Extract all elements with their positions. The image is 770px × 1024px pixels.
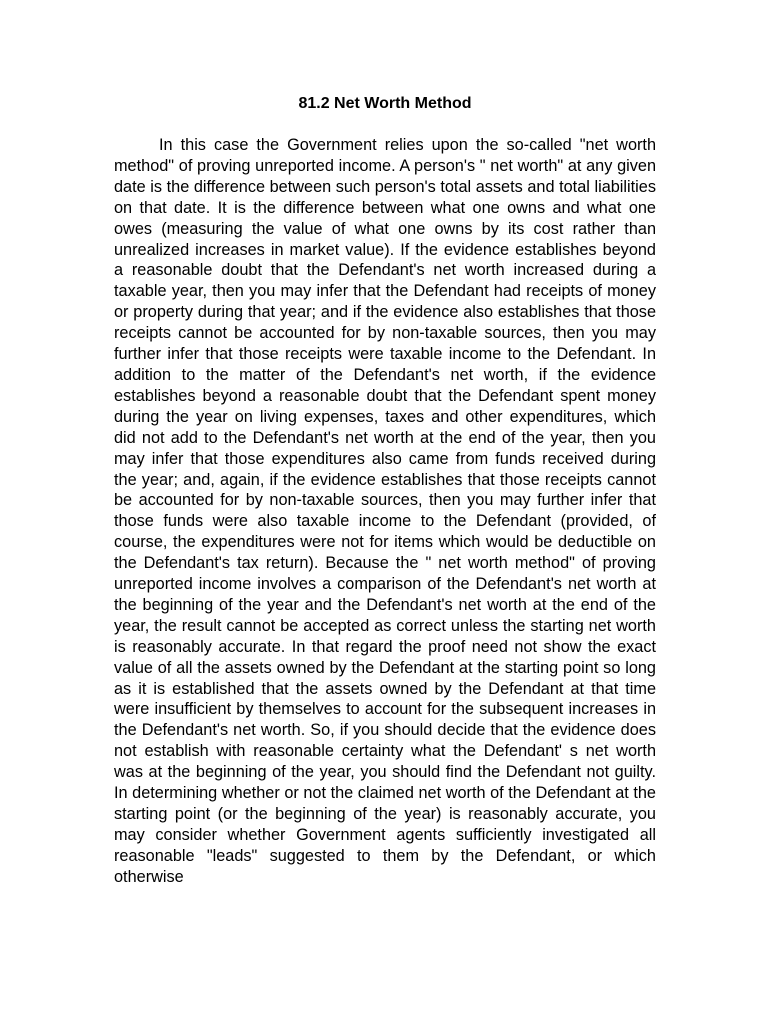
document-page: [114, 0, 656, 1024]
section-title: 81.2 Net Worth Method: [298, 95, 472, 112]
body-paragraph: In this case the Government relies upon the so-called "net worth method" of proving unreported income. A person's " net worth" at any given date is the difference between such person's total assets and total liabilities on that date. It is the difference between what one owns and what one owes (measuring the value of what one owns by its cost rather than unrealized increases in market value). If the evidence establishes beyond a reasonable doubt that the Defendant's net worth increased during a taxable year, then you may infer that the Defendant had receipts of money or property during that year; and if the evidence also establishes that those receipts cannot be accounted for by non-taxable sources, then you may further infer that those receipts were taxable income to the Defendant. In addition to the matter of the Defendant's net worth, if the evidence establishes beyond a reasonable doubt that the Defendant spent money during the year on living expenses, taxes and other expenditures, which did not add to the Defendant's net worth at the end of the year, then you may infer that those expenditures also came from funds received during the year; and, again, if the evidence establishes that those receipts cannot be accounted for by non-taxable sources, then you may further infer that those funds were also taxable income to the Defendant (provided, of course, the expenditures were not for items which would be deductible on the Defendant's tax return). Because the " net worth method" of proving unreported income involves a comparison of the Defendant's net worth at the beginning of the year and the Defendant's net worth at the end of the year, the result cannot be accepted as correct unless the starting net worth is reasonably accurate. In that regard the proof need not show the exact value of all the assets owned by the Defendant at the starting point so long as it is established that the assets owned by the Defendant at that time were insufficient by themselves to account for the subsequent increases in the Defendant's net worth. So, if you should decide that the evidence does not establish with reasonable certainty what the Defendant' s net worth was at the beginning of the year, you should find the Defendant not guilty. In determining whether or not the claimed net worth of the Defendant at the starting point (or the beginning of the year) is reasonably accurate, you may consider whether Government agents sufficiently investigated all reasonable "leads" suggested to them by the Defendant, or which otherwise: [114, 136, 656, 886]
